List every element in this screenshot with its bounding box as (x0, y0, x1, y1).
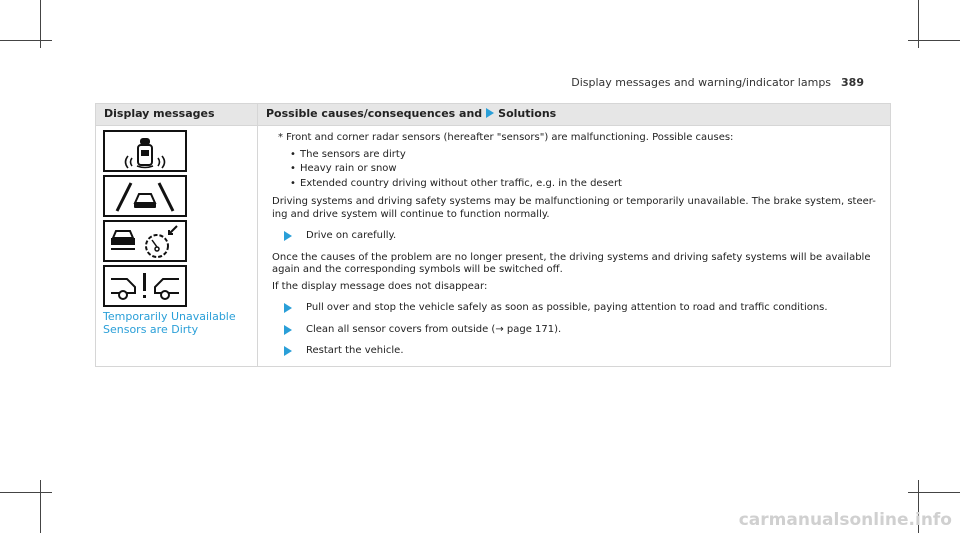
col-header-causes-solutions (258, 104, 891, 126)
message-cell (96, 126, 258, 367)
after-text: Once the causes of the problem are no longer present, the driving systems and driving safety systems will be available again and the corresponding symbols will be switched off. (272, 251, 871, 275)
col-header-causes: Possible causes/consequences and (266, 107, 483, 120)
list-item: • Extended country driving without other traffic, e.g. in the desert (290, 178, 880, 191)
solutions-cell (258, 126, 891, 367)
col-header-solutions: Solutions (498, 107, 557, 120)
lane-driving-icon (103, 175, 187, 217)
action-text: Clean all sensor covers from outside (→ page 171). (306, 323, 562, 335)
action-arrow-icon (284, 231, 292, 241)
intro-text: * Front and corner radar sensors (hereafter "sensors") are malfunctioning. Possible causes: (278, 132, 734, 143)
crop-mark (908, 492, 960, 493)
watermark: carmanualsonline.info (738, 510, 952, 530)
table-row (96, 126, 891, 367)
list-item: • The sensors are dirty (290, 149, 880, 162)
action-step (272, 345, 880, 358)
radar-sensor-icon (103, 130, 187, 172)
message-text-line1: Temporarily Unavailable (103, 310, 236, 323)
crop-mark (908, 40, 960, 41)
list-item: • Heavy rain or snow (290, 163, 880, 176)
table-header-row (96, 104, 891, 126)
crop-mark (0, 492, 52, 493)
action-arrow-icon (284, 346, 292, 356)
if-text: If the display message does not disappear: (272, 280, 488, 292)
action-step (272, 230, 880, 243)
causes-list (272, 149, 880, 191)
crop-mark (40, 480, 41, 533)
action-text: Restart the vehicle. (306, 345, 404, 356)
section-title: Display messages and warning/indicator lamps (571, 76, 832, 89)
display-messages-table (95, 103, 891, 367)
action-arrow-icon (284, 303, 292, 313)
col-header-display-messages: Display messages (96, 104, 258, 126)
car-speedometer-icon (103, 220, 187, 262)
action-arrow-icon (284, 325, 292, 335)
arrow-right-icon (486, 108, 494, 118)
consequence-text: Driving systems and driving safety systems may be malfunctioning or temporarily unavailable. The brake system, steer-ing and drive system will continue to function normally. (272, 196, 876, 220)
message-text-line2: Sensors are Dirty (103, 323, 199, 336)
page-number: 389 (841, 76, 864, 89)
action-step (272, 302, 880, 315)
vehicle-distance-warning-icon (103, 265, 187, 307)
action-step (272, 324, 880, 337)
page-header (571, 76, 864, 89)
action-text: Drive on carefully. (306, 230, 397, 241)
crop-mark (0, 40, 52, 41)
action-text: Pull over and stop the vehicle safely as soon as possible, paying attention to road and traffic conditions. (306, 302, 828, 313)
